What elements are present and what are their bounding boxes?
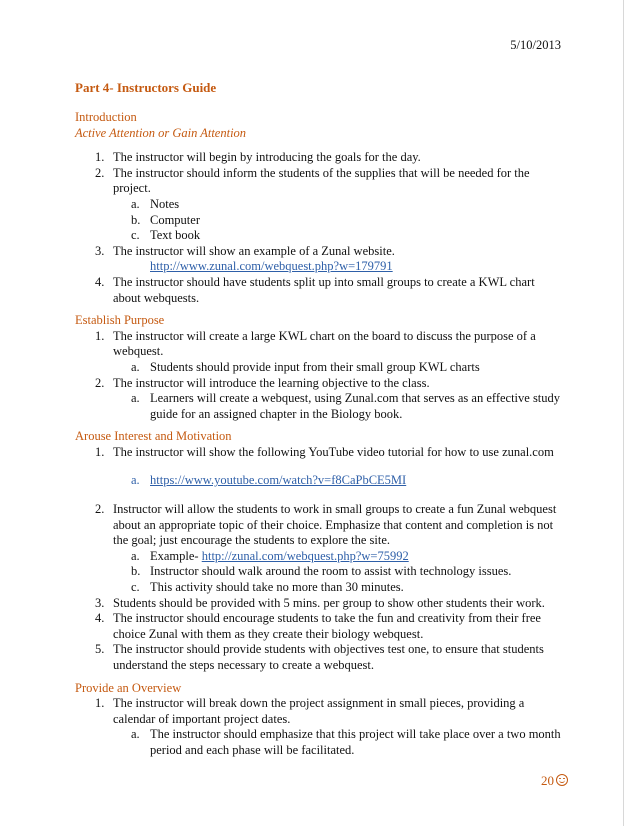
section-heading-introduction: Introduction <box>75 110 137 124</box>
sub-list-item: c. This activity should take no more than 30 minutes. <box>131 580 404 595</box>
list-item: 4. The instructor should encourage students to take the fun and creativity from their free choice Zunal with them as they create their biology webquest. <box>95 611 541 641</box>
section-heading-overview: Provide an Overview <box>75 680 182 695</box>
header-date: 5/10/2013 <box>510 38 561 52</box>
list-item: 2. Instructor will allow the students to work in small groups to create a fun Zunal webquest about an appropriate topic of their choice. Emphasize that content and completion is not the goal; just encourage the students to explore the site. <box>95 502 557 548</box>
list-item: 1. The instructor will create a large KWL chart on the board to discuss the purpose of a webquest. <box>95 328 536 359</box>
list-item: 1. The instructor will show the following YouTube video tutorial for how to use zunal.com <box>95 444 554 459</box>
page-edge-rule <box>623 0 624 826</box>
sub-list-item: a. https://www.youtube.com/watch?v=f8CaPbCE5MI <box>131 473 407 488</box>
sub-list-item: b. Computer <box>131 212 200 227</box>
introduction-list <box>75 150 565 306</box>
list-item: 5. The instructor should provide students with objectives test one, to ensure that students understand the steps necessary to create a webquest. <box>95 642 544 672</box>
document-body <box>75 110 565 759</box>
zunal-example-link[interactable]: http://www.zunal.com/webquest.php?w=179791 <box>150 259 393 274</box>
sub-list-item: a. Learners will create a webquest, using Zunal.com that serves as an effective study guide for an assigned chapter in the Biology book. <box>131 391 561 421</box>
purpose-list <box>75 329 565 423</box>
smiley-icon <box>556 774 568 786</box>
page-footer <box>541 773 568 789</box>
doc-title: Part 4- Instructors Guide <box>75 80 217 95</box>
zunal-example-link-2[interactable]: http://zunal.com/webquest.php?w=75992 <box>201 548 409 563</box>
list-item <box>75 259 565 275</box>
sub-list-item: a. Students should provide input from their small group KWL charts <box>131 359 480 374</box>
section-heading-arouse: Arouse Interest and Motivation <box>75 429 232 444</box>
list-item: 1. The instructor will begin by introducing the goals for the day. <box>95 150 421 165</box>
section-heading-purpose: Establish Purpose <box>75 313 165 328</box>
overview-list <box>75 696 565 758</box>
youtube-tutorial-link[interactable]: https://www.youtube.com/watch?v=f8CaPbCE5MI <box>150 473 407 488</box>
sub-list-item: a. Example- http://zunal.com/webquest.php?w=75992 <box>131 548 409 563</box>
list-item: 2. The instructor should inform the students of the supplies that will be needed for the project. <box>95 165 530 196</box>
page-number: 20 <box>541 773 554 788</box>
list-item: 1. The instructor will break down the project assignment in small pieces, providing a calendar of important project dates. <box>95 696 525 726</box>
sub-list-item: a. The instructor should emphasize that this project will take place over a two month period and each phase will be facilitated. <box>131 727 561 757</box>
list-item: 4. The instructor should have students split up into small groups to create a KWL chart about webquests. <box>95 274 535 305</box>
arouse-list <box>75 445 565 674</box>
sub-list-item: c. Text book <box>131 228 201 243</box>
list-item: 3. The instructor will show an example of a Zunal website. <box>95 243 395 258</box>
section-subheading-attention: Active Attention or Gain Attention <box>75 125 247 140</box>
sub-list-item: b. Instructor should walk around the room to assist with technology issues. <box>131 564 512 579</box>
list-item: 2. The instructor will introduce the learning objective to the class. <box>95 375 430 390</box>
sub-list-item: a. Notes <box>131 196 180 211</box>
list-item: 3. Students should be provided with 5 mins. per group to show other students their work. <box>95 595 545 610</box>
